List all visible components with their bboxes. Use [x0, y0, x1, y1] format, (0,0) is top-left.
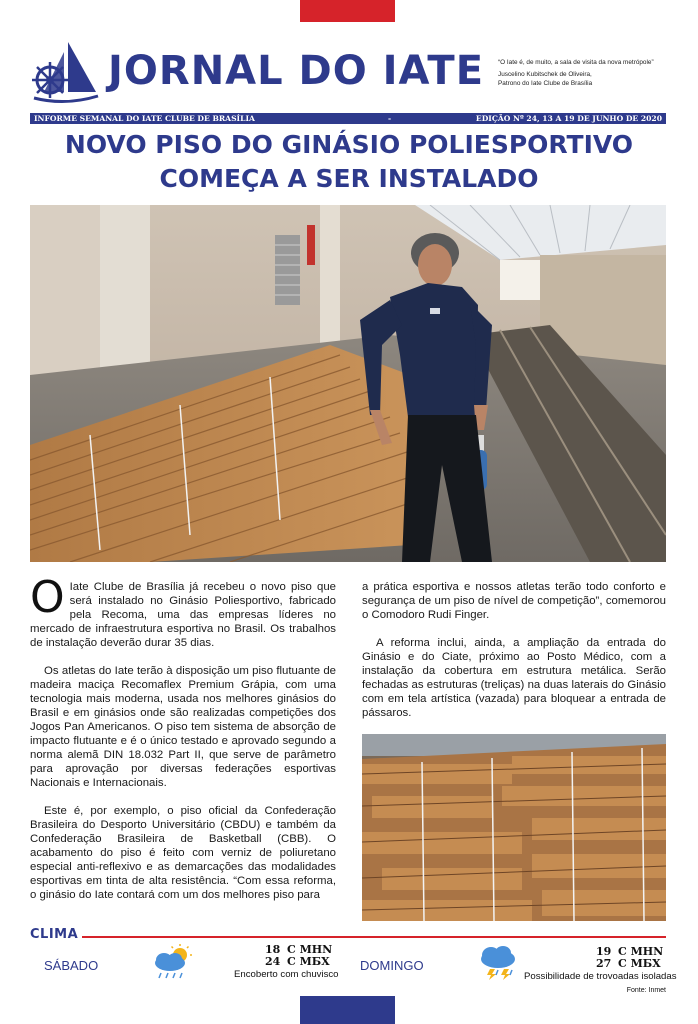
publication-description: INFORME SEMANAL DO IATE CLUBE DE BRASÍLIA — [34, 114, 255, 123]
saturday-condition: Encoberto com chuvisco — [234, 969, 339, 980]
saturday-min-unit: C MHN — [287, 943, 333, 956]
newspaper-title: JORNAL DO IATE — [108, 48, 485, 94]
dropcap: O — [30, 572, 65, 623]
info-separator: - — [388, 114, 392, 123]
quote-text: “O Iate é, de muito, a sala de visita da nova metrópole” — [498, 59, 654, 66]
saturday-max-row — [265, 956, 332, 968]
article-paragraph-text: Iate Clube de Brasília já recebeu o novo piso que será instalado no Ginásio Poliesportivo, fabricado pela Recoma, uma das empresas líderes no mercado de infraestrutura esportiva no Brasil. Os trabalhos de instalação deverão durar 35 dias. — [30, 581, 336, 649]
saturday-max-unit: C MБX — [287, 955, 330, 968]
weather-divider — [82, 936, 666, 938]
sunday-max-unit: C MБX — [618, 957, 661, 970]
sailboat-helm-logo-icon — [30, 40, 100, 106]
saturday-label: SÁBADO — [44, 958, 99, 973]
sunday-condition: Possibilidade de trovoadas isoladas — [524, 971, 677, 982]
saturday-max-temp: 24 — [265, 955, 281, 968]
edition-info-strip — [30, 113, 666, 124]
article-paragraph: A reforma inclui, ainda, a ampliação da entrada do Ginásio e do Ciate, próximo ao Posto Médico, com a instalação da cobertura em estrutura metálica. Serão fechadas as estruturas (treliças) na duas laterais do Ginásio com em tela artística (vazada) para bloquear a entrada de pássaros. — [362, 637, 666, 719]
sunday-min-temp: 19 — [596, 945, 612, 958]
headline-line-2: COMEÇA A SER INSTALADO — [159, 164, 539, 193]
quote-author-role: Patrono do Iate Clube de Brasília — [498, 80, 593, 87]
sunday-min-unit: C MHN — [618, 945, 664, 958]
top-color-bar — [300, 0, 395, 22]
article-paragraph: Os atletas do Iate terão à disposição um piso flutuante de madeira maciça Recomaflex Premium Grápia, com uma tecnologia mais moderna, usada nos melhores ginásios do Brasil e em ginásios onde são realizadas competições dos Jogos Pan Americanos. O piso tem sistema de absorção de impacto flutuante e é o único testado e aprovado segundo a norma alemã DIN 18.032 Part II, que serve de parâmetro para aprovação por diversas federações esportivas Nacionais e Internacionais. — [30, 665, 336, 789]
saturday-temperatures — [265, 944, 332, 968]
secondary-photo-wood-stacks — [362, 734, 666, 921]
article-column-right — [362, 580, 666, 734]
sunday-max-temp: 27 — [596, 957, 612, 970]
weather-section-title: CLIMA — [30, 927, 79, 942]
quote-author: Juscelino Kubitschek de Oliveira, — [498, 71, 592, 78]
saturday-min-temp: 18 — [265, 943, 281, 956]
edition-date: EDIÇÃO Nº 24, 13 A 19 DE JUNHO DE 2020 — [475, 114, 662, 123]
article-paragraph: a prática esportiva e nossos atletas terão todo conforto e segurança de um piso de nível de competição”, comemorou o Comodoro Rudi Finger. — [362, 581, 666, 621]
main-photo-gym-wood-floor — [30, 205, 666, 562]
cloud-thunder-icon — [476, 942, 520, 985]
weather-source: Fonte: Inmet — [626, 987, 666, 994]
cloud-sun-rain-icon — [150, 943, 194, 986]
sunday-max-row — [596, 958, 663, 970]
article-paragraph — [30, 572, 336, 650]
masthead-quote — [498, 58, 683, 88]
article-paragraph: Este é, por exemplo, o piso oficial da Confederação Brasileira do Desporto Universitário (CBDU) e também da Confederação Brasileira de Basketball (CBB). O acabamento do piso é feito com verniz de poliuretano especial anti-reflexivo e as demarcações das modalidades esportivas em tinta de alta resistência. “Com essa reforma, o ginásio do Iate contará com um dos melhores piso para — [30, 805, 336, 901]
sunday-temperatures — [596, 946, 663, 970]
article-headline — [24, 128, 674, 196]
article-column-left — [30, 572, 336, 916]
masthead — [30, 38, 670, 110]
sunday-label: DOMINGO — [360, 958, 424, 973]
headline-line-1: NOVO PISO DO GINÁSIO POLIESPORTIVO — [64, 130, 634, 159]
bottom-color-bar — [300, 996, 395, 1024]
